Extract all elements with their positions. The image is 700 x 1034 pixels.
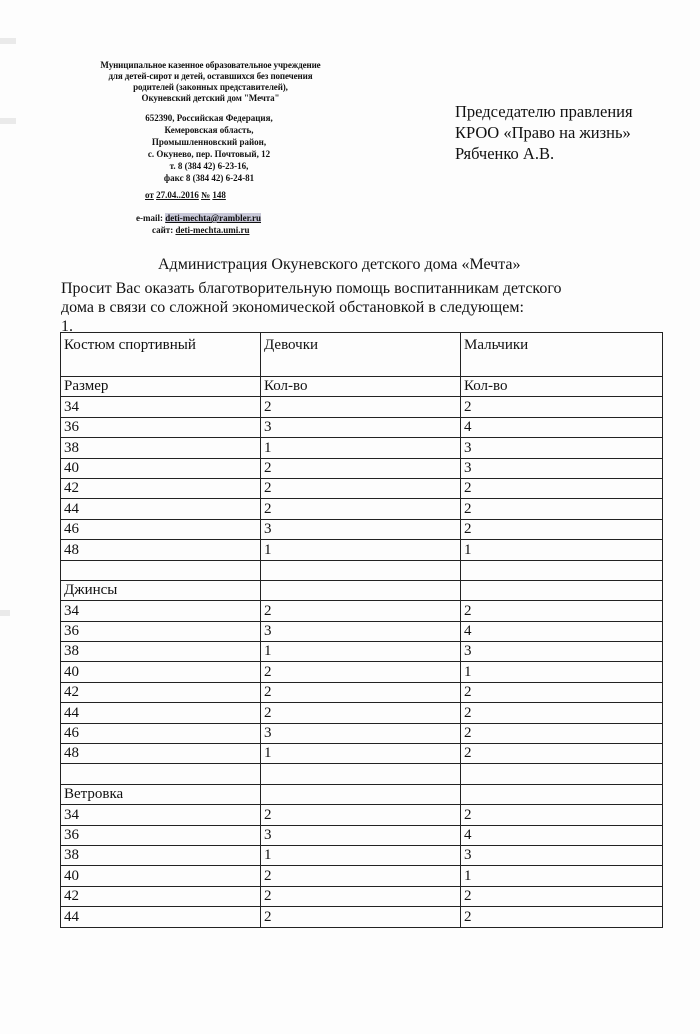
boys-qty-cell: 2: [461, 601, 663, 621]
table-row: [61, 662, 663, 682]
address-line: с. Окунево, пер. Почтовый, 12: [147, 149, 271, 159]
girls-qty-cell: 1: [261, 744, 461, 764]
table-row: [61, 519, 663, 539]
girls-qty-cell: 2: [261, 478, 461, 498]
ref-date: 27.04..2016: [156, 190, 199, 200]
scan-mark: [0, 610, 10, 616]
addressee-line: КРОО «Право на жизнь»: [455, 123, 631, 142]
size-cell: 44: [61, 907, 261, 927]
subheader-cell: Кол-во: [461, 377, 663, 397]
table-row: [61, 458, 663, 478]
boys-qty-cell: 2: [461, 907, 663, 927]
girls-qty-cell: 1: [261, 642, 461, 662]
girls-qty-cell: 2: [261, 682, 461, 702]
empty-cell: [261, 784, 461, 804]
table-row: [61, 642, 663, 662]
address-line: Кемеровская область,: [164, 125, 254, 135]
girls-qty-cell: 3: [261, 723, 461, 743]
boys-qty-cell: 1: [461, 540, 663, 560]
subheader-cell: Кол-во: [261, 377, 461, 397]
boys-qty-cell: 3: [461, 642, 663, 662]
size-cell: 36: [61, 417, 261, 437]
email-label: e-mail:: [136, 213, 163, 223]
size-cell: 42: [61, 886, 261, 906]
size-cell: 44: [61, 703, 261, 723]
boys-qty-cell: 3: [461, 845, 663, 865]
boys-qty-cell: 1: [461, 662, 663, 682]
table-row: [61, 845, 663, 865]
girls-qty-cell: 2: [261, 907, 461, 927]
address-line: т. 8 (384 42) 6-23-16,: [169, 161, 249, 171]
address-line: факс 8 (384 42) 6-24-81: [163, 173, 255, 183]
girls-qty-cell: 3: [261, 825, 461, 845]
table-row: [61, 703, 663, 723]
request-text: [61, 279, 562, 336]
size-cell: 36: [61, 621, 261, 641]
boys-qty-cell: 4: [461, 825, 663, 845]
size-cell: 46: [61, 519, 261, 539]
ref-number: 148: [212, 190, 226, 200]
size-cell: 38: [61, 845, 261, 865]
table-spacer-row: [61, 764, 663, 784]
size-cell: 34: [61, 397, 261, 417]
girls-qty-cell: 2: [261, 886, 461, 906]
size-cell: 44: [61, 499, 261, 519]
table-row: [61, 682, 663, 702]
girls-qty-cell: 1: [261, 845, 461, 865]
request-line: 1.: [61, 318, 73, 335]
size-cell: 46: [61, 723, 261, 743]
boys-qty-cell: 4: [461, 621, 663, 641]
letterhead-contacts: [136, 212, 261, 236]
boys-qty-cell: 2: [461, 397, 663, 417]
subheader-cell: Размер: [61, 377, 261, 397]
boys-qty-cell: 3: [461, 458, 663, 478]
section-title-cell: Джинсы: [61, 580, 261, 600]
girls-qty-cell: 2: [261, 397, 461, 417]
girls-qty-cell: 2: [261, 601, 461, 621]
boys-qty-cell: 2: [461, 886, 663, 906]
outgoing-reference: [145, 190, 226, 200]
size-cell: 38: [61, 438, 261, 458]
girls-qty-cell: 2: [261, 805, 461, 825]
table-row: [61, 438, 663, 458]
size-cell: 34: [61, 601, 261, 621]
size-cell: 42: [61, 478, 261, 498]
size-cell: 42: [61, 682, 261, 702]
org-line: для детей-сирот и детей, оставшихся без попечения: [108, 71, 313, 81]
table-row: [61, 866, 663, 886]
table-row: [61, 744, 663, 764]
size-cell: 38: [61, 642, 261, 662]
table-row: [61, 886, 663, 906]
table-row: [61, 621, 663, 641]
items-table: [60, 332, 663, 928]
girls-qty-cell: 2: [261, 662, 461, 682]
table-row: [61, 907, 663, 927]
girls-qty-cell: 3: [261, 621, 461, 641]
empty-cell: [61, 560, 261, 580]
addressee-block: [455, 101, 633, 164]
girls-qty-cell: 1: [261, 540, 461, 560]
size-cell: 40: [61, 662, 261, 682]
empty-cell: [461, 764, 663, 784]
boys-qty-cell: 2: [461, 478, 663, 498]
table-subheader-row: [61, 377, 663, 397]
boys-qty-cell: 4: [461, 417, 663, 437]
girls-qty-cell: 2: [261, 866, 461, 886]
addressee-line: Председателю правления: [455, 102, 633, 121]
table-row: [61, 601, 663, 621]
section-title-cell: Ветровка: [61, 784, 261, 804]
table-row: [61, 417, 663, 437]
letterhead-address: [118, 112, 300, 184]
empty-cell: [461, 560, 663, 580]
girls-qty-cell: 2: [261, 458, 461, 478]
org-line: Окуневский детский дом "Мечта": [141, 93, 280, 103]
email-link[interactable]: deti-mechta@rambler.ru: [165, 213, 262, 223]
table-row: [61, 478, 663, 498]
empty-cell: [261, 560, 461, 580]
boys-qty-cell: 2: [461, 682, 663, 702]
size-cell: 40: [61, 866, 261, 886]
org-line: родителей (законных представителей),: [133, 82, 288, 92]
section-title-row: [61, 784, 663, 804]
empty-cell: [461, 784, 663, 804]
empty-cell: [461, 580, 663, 600]
table-row: [61, 499, 663, 519]
boys-qty-cell: 3: [461, 438, 663, 458]
girls-qty-cell: 3: [261, 417, 461, 437]
boys-qty-cell: 2: [461, 723, 663, 743]
site-label: сайт:: [152, 225, 174, 235]
size-cell: 40: [61, 458, 261, 478]
girls-qty-cell: 2: [261, 499, 461, 519]
table-row: [61, 397, 663, 417]
address-line: Промышленновский район,: [151, 137, 267, 147]
site-link[interactable]: deti-mechta.umi.ru: [175, 225, 250, 235]
table-row: [61, 723, 663, 743]
table-header-row: [61, 333, 663, 377]
request-line: дома в связи со сложной экономической обстановкой в следующем:: [61, 299, 524, 316]
empty-cell: [261, 580, 461, 600]
addressee-line: Рябченко А.В.: [455, 144, 555, 163]
boys-qty-cell: 2: [461, 703, 663, 723]
table-row: [61, 805, 663, 825]
size-cell: 48: [61, 540, 261, 560]
address-line: 652390, Российская Федерация,: [145, 113, 273, 123]
empty-cell: [261, 764, 461, 784]
header-cell: Мальчики: [461, 333, 663, 377]
boys-qty-cell: 2: [461, 805, 663, 825]
girls-qty-cell: 1: [261, 438, 461, 458]
scan-mark: [0, 118, 16, 124]
boys-qty-cell: 2: [461, 519, 663, 539]
boys-qty-cell: 2: [461, 499, 663, 519]
size-cell: 36: [61, 825, 261, 845]
boys-qty-cell: 1: [461, 866, 663, 886]
boys-qty-cell: 2: [461, 744, 663, 764]
letterhead-organization: [78, 60, 343, 104]
table-row: [61, 540, 663, 560]
size-cell: 48: [61, 744, 261, 764]
header-cell: Костюм спортивный: [61, 333, 261, 377]
request-line: Просит Вас оказать благотворительную помощь воспитанникам детского: [61, 280, 562, 297]
header-cell: Девочки: [261, 333, 461, 377]
sender-line: Администрация Окуневского детского дома «Мечта»: [158, 256, 521, 273]
ref-no-label: №: [201, 190, 211, 200]
org-line: Муниципальное казенное образовательное учреждение: [100, 60, 321, 70]
size-cell: 34: [61, 805, 261, 825]
girls-qty-cell: 2: [261, 703, 461, 723]
section-title-row: [61, 580, 663, 600]
girls-qty-cell: 3: [261, 519, 461, 539]
table-row: [61, 825, 663, 845]
ref-prefix: от: [145, 190, 154, 200]
table-spacer-row: [61, 560, 663, 580]
empty-cell: [61, 764, 261, 784]
scan-mark: [0, 38, 16, 44]
